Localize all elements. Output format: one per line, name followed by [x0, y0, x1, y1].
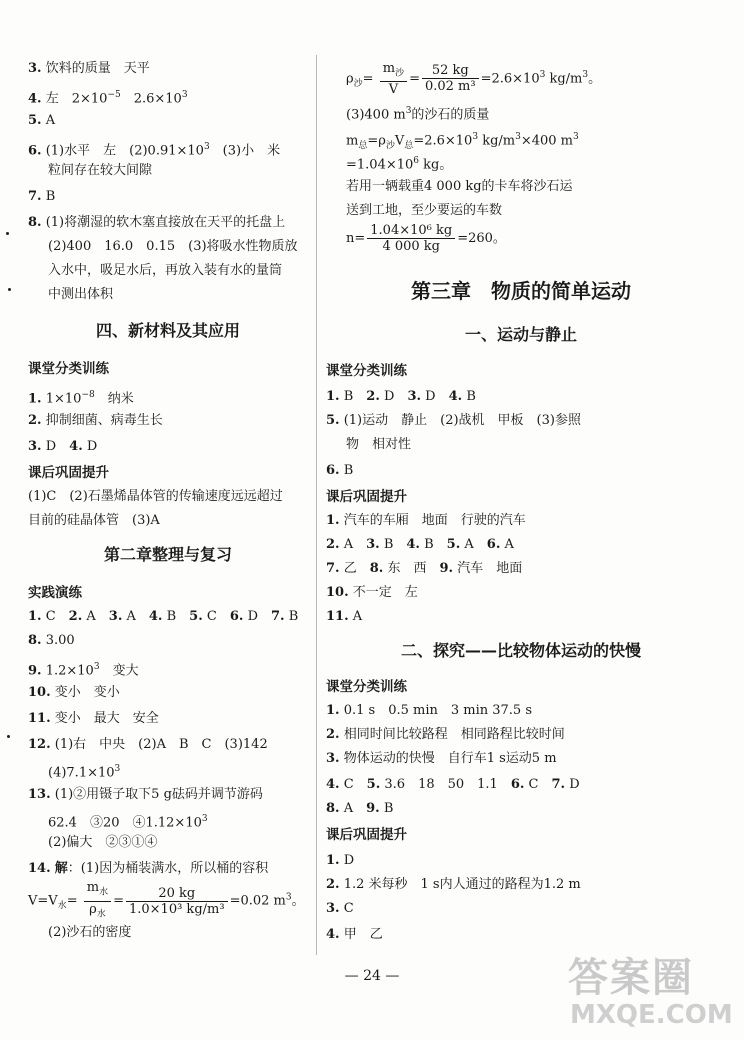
subsection-heading: 课堂分类训练: [326, 679, 407, 695]
section-title: 四、新材料及其应用: [95, 321, 240, 340]
answer-line: 2. 抑制细菌、病毒生长: [28, 413, 163, 428]
answer-line: 9. $1.2\times 10^3$ 变大: [28, 662, 139, 679]
answer-line: (1)C (2)石墨烯晶体管的传输速度远远超过: [28, 489, 283, 504]
margin-mark: [7, 735, 10, 738]
watermark-url: MXQE.COM: [570, 1000, 733, 1030]
answer-line: 6. B: [326, 463, 354, 478]
answer-line: 3. C: [326, 901, 354, 916]
answer-line: 14. 解：(1)因为桶装满水，所以桶的容积: [28, 861, 269, 876]
chapter-title: 第三章 物质的简单运动: [411, 279, 631, 303]
subsection-heading: 课后巩固提升: [28, 465, 109, 481]
answer-line: 10. 不一定 左: [326, 585, 418, 600]
answer-line: $m_总=\rho_沙V_总=2.6\times 10^3$ $kg/m^3\times 400$ $m^3$: [346, 132, 579, 151]
page-number: — 24 —: [344, 968, 400, 984]
fraction: $\frac{52 kg}{\text{0.02 m³}}$: [422, 63, 479, 94]
answer-line: 8. (1)将潮湿的软木塞直接放在天平的托盘上: [28, 215, 286, 230]
fraction: $\frac{20 kg}{\text{1.0×10³ kg/m³}}$: [126, 886, 228, 917]
answer-line: (2)沙石的密度: [48, 925, 132, 940]
section-title: 二、探究——比较物体运动的快慢: [400, 641, 641, 660]
answer-line: 中测出体积: [48, 287, 114, 302]
fraction: $\frac{\text{1.04×10⁶ kg}}{4 000 kg}$: [367, 223, 455, 254]
answer-line: 7. B: [28, 189, 56, 204]
answer-line: 1. D: [326, 853, 355, 868]
answer-line: (2)400 16.0 0.15 (3)将吸水性物质放: [48, 239, 298, 254]
answer-line: 入水中，吸足水后，再放入装有水的量筒: [48, 263, 283, 278]
subsection-heading: 课后巩固提升: [326, 489, 407, 505]
answer-line: 3. 物体运动的快慢 自行车1 s运动5 m: [326, 751, 557, 766]
answer-line: 62.4 ③20 $④1.12\times 10^3$: [48, 814, 208, 831]
answer-line: 8. 3.00: [28, 633, 75, 648]
answer-line: $=1.04\times 10^6$ kg。: [346, 156, 453, 173]
answer-line: 目前的硅晶体管 (3)A: [28, 513, 160, 528]
answer-line: 2. 相同时间比较路程 相同路程比较时间: [326, 727, 565, 742]
answer-line: 若用一辆载重4 000 kg的卡车将沙石运: [346, 179, 573, 194]
answer-line: 5. (1)运动 静止 (2)战机 甲板 (3)参照: [326, 413, 581, 428]
answer-line: $(4)7.1\times 10^3$: [48, 764, 121, 781]
answer-line: 11. 变小 最大 安全: [28, 711, 159, 726]
fraction: $\frac{m_沙}{V}$: [380, 61, 407, 98]
answer-line: 2. A 3. B 4. B 5. A 6. A: [326, 537, 514, 552]
answer-line: (2)偏大 ②③①④: [48, 835, 158, 850]
formula-line: n= $\frac{\text{1.04×10⁶ kg}}{4 000 kg}$ =260。: [346, 223, 506, 254]
margin-mark: [8, 288, 11, 291]
section-title: 一、运动与静止: [464, 325, 577, 344]
subsection-heading: 课后巩固提升: [326, 827, 407, 843]
answer-line: 1. $1\times 10^{-8}$ 纳米: [28, 390, 134, 407]
answer-line: 11. A: [326, 609, 363, 624]
answer-line: 10. 变小 变小: [28, 685, 120, 700]
section-title: 第二章整理与复习: [103, 545, 232, 564]
answer-line: 4. C 5. 3.6 18 50 1.1 6. C 7. D: [326, 777, 580, 792]
answer-line: 4. 左 $2\times 10^{-5}$ $2.6\times 10^3$: [28, 90, 188, 107]
answer-line: 8. A 9. B: [326, 801, 394, 816]
answer-line: (3)400 $m^3$的沙石的质量: [346, 106, 490, 123]
answer-line: 12. (1)右 中央 (2)A B C (3)142: [28, 737, 268, 752]
answer-line: 13. (1)②用镊子取下5 g砝码并调节游码: [28, 787, 263, 802]
answer-line: 物 相对性: [346, 437, 412, 452]
column-divider: [316, 55, 317, 955]
subsection-heading: 实践演练: [28, 585, 82, 601]
answer-line: 粒间存在较大间隙: [48, 163, 153, 178]
answer-line: 1. B 2. D 3. D 4. B: [326, 389, 476, 404]
answer-line: 2. 1.2 米每秒 1 s内人通过的路程为1.2 m: [326, 877, 581, 892]
answer-line: 送到工地，至少要运的车数: [346, 203, 503, 218]
formula-line: $\rho_沙=$ $\frac{m_沙}{V}$ = $\frac{52 kg}{\text{0.02 m³}}$ $=2.6\times 10^3$ $kg/m^3$。: [346, 60, 602, 98]
answer-line: 1. 汽车的车厢 地面 行驶的汽车: [326, 513, 526, 528]
answer-line: 1. C 2. A 3. A 4. B 5. C 6. D 7. B: [28, 609, 299, 624]
subsection-heading: 课堂分类训练: [326, 363, 407, 379]
answer-line: 6. (1)水平 左 $(2)0.91\times 10^3$ (3)小 米: [28, 142, 281, 159]
fraction: $\frac{m_水}{\rho_水}$: [84, 880, 111, 922]
answer-line: 4. 甲 乙: [326, 927, 383, 942]
answer-line: 5. A: [28, 113, 56, 128]
formula-line: $V=V_水=$ $\frac{m_水}{\rho_水}$ = $\frac{20 kg}{\text{1.0×10³ kg/m³}}$ =0.02 $m^3$。: [28, 880, 305, 923]
answer-line: 1. 0.1 s 0.5 min 3 min 37.5 s: [326, 703, 533, 718]
margin-mark: [6, 232, 9, 235]
answer-line: 3. 饮料的质量 天平: [28, 61, 150, 76]
answer-line: 7. 乙 8. 东 西 9. 汽车 地面: [326, 561, 523, 576]
watermark-text: 答案圈: [568, 955, 694, 1001]
answer-line: 3. D 4. D: [28, 439, 98, 454]
subsection-heading: 课堂分类训练: [28, 361, 109, 377]
watermark-logo: [560, 940, 740, 1036]
